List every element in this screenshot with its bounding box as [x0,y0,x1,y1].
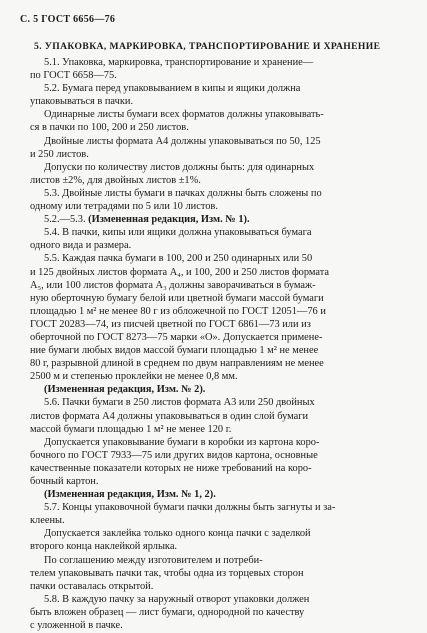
text-line: Допуски по количеству листов должны быть: для одинарных [44,161,315,173]
text-line: ную оберточную бумагу белой или цветной бумаги массой бумаги [30,292,324,304]
text-line: листов ±2%, для двойных листов ±1%. [30,174,201,186]
text-line: 5.5. Каждая пачка бумаги в 100, 200 и 250 одинарных или 50 [44,253,313,265]
text-line [30,488,400,501]
text-line: 5.7. Концы упаковочной бумаги пачки должны быть загнуты и за- [44,502,336,514]
text-line: 2500 м и степенью проклейки не менее 0,8 мм. [30,371,238,383]
text-line [30,383,400,396]
text-line: Допускается упаковывание бумаги в коробки из картона коро- [44,436,320,448]
text-line: 5.8. В каждую пачку за наружный отворот упаковки должен [44,593,310,605]
text-line: пачки оставалась открытой. [30,580,154,592]
text-line: 80 г, разрывной длиной в среднем по двум направлениям не менее [30,358,324,370]
text-line: ГОСТ 20283—74, из писчей цветной по ГОСТ 6861—73 или из [30,318,311,330]
text-line: с уложенной в пачке. [30,620,123,632]
text-line: 5.2.—5.3. (Измененная редакция, Изм. № 1). [44,214,250,226]
amendment-note: (Измененная редакция, Изм. № 1, 2). [44,489,216,501]
text-line: 5.6. Пачки бумаги в 250 листов формата А3 или 250 двойных [44,397,315,409]
text-line: одному или тетрадями по 5 или 10 листов. [30,201,218,213]
text-line: площадью 1 м² не менее 80 г из обложечной по ГОСТ 12051—76 и [30,305,326,317]
text-line: упаковываться в пачки. [30,96,134,108]
text-line: оберточной по ГОСТ 8273—75 марки «О». Допускается примене- [30,331,323,343]
text-line: второго конца наклейкой ярлыка. [30,541,178,553]
section-title: 5. УПАКОВКА, МАРКИРОВКА, ТРАНСПОРТИРОВАНИЕ И ХРАНЕНИЕ [34,41,381,52]
text-line: клеены. [30,515,65,527]
text-line: и 125 двойных листов формата А₄, и 100, 200 и 250 листов формата [30,266,330,278]
amendment-note: (Измененная редакция, Изм. № 2). [44,384,206,396]
text-line: ние бумаги любых видов массой бумаги площадью 1 м² не менее [30,345,319,357]
text-line: Двойные листы формата А4 должны упаковываться по 50, 125 [44,135,321,147]
page-header: С. 5 ГОСТ 6656—76 [20,14,116,25]
text-line: качественные показатели которых не ниже требований на коро- [30,462,312,474]
text-line: По соглашению между изготовителем и потреби- [44,554,263,566]
text-line: и 250 листов. [30,148,89,160]
text-line: быть вложен образец — лист бумаги, однородной по качеству [30,606,305,618]
text-line: ся в пачки по 100, 200 и 250 листов. [30,122,189,134]
text-line: телем упаковывать пачки так, чтобы одна из торцевых сторон [30,567,304,579]
text-line: Допускается заклейка только одного конца пачки с заделкой [44,528,311,540]
text-line: 5.3. Двойные листы бумаги в пачках должны быть сложены по [44,187,322,199]
text-line: бочный картон. [30,476,99,487]
text-line: 5.1. Упаковка, маркировка, транспортирование и хранение— [44,57,314,68]
document-body [30,56,400,632]
text-line: массой бумаги площадью 1 м² не менее 120 г. [30,423,232,435]
text-line: одного вида и размера. [30,240,132,252]
text-line: листов формата А4 должны упаковываться в один слой бумаги [30,410,309,422]
text-line: А₅, или 100 листов формата А₃ должны заворачиваться в бумаж- [30,279,316,291]
text-line: Одинарные листы бумаги всех форматов должны упаковывать- [44,109,324,121]
text-line: по ГОСТ 6658—75. [30,70,117,82]
text-line: 5.2. Бумага перед упаковыванием в кипы и ящики должна [44,83,301,95]
text-line: 5.4. В пачки, кипы или ящики должна упаковываться бумага [44,227,312,239]
amendment-note: (Измененная редакция, Изм. № 1). [88,214,250,226]
text-line: бочного по ГОСТ 7933—75 или других видов картона, основные [30,449,318,461]
